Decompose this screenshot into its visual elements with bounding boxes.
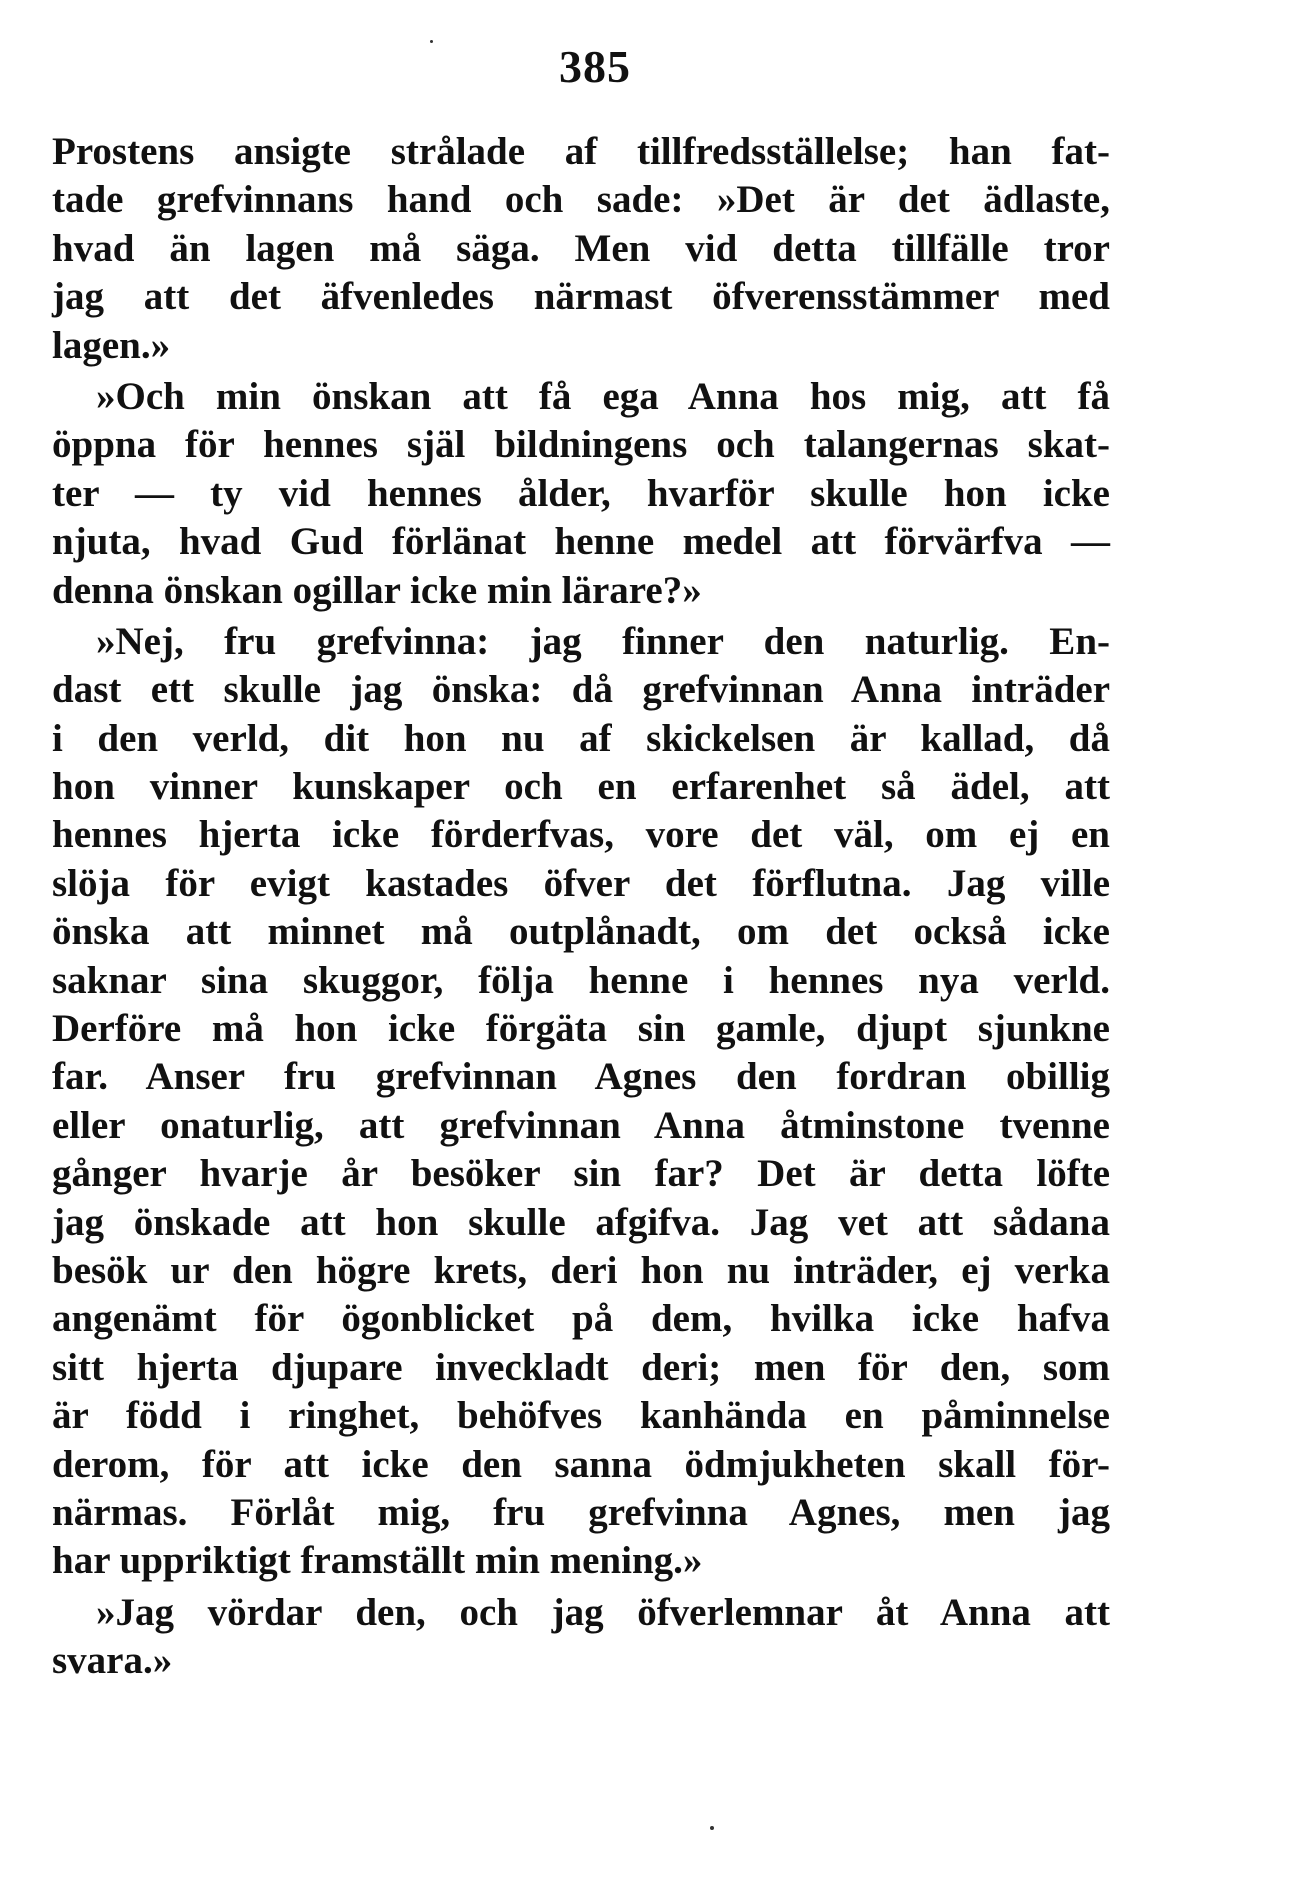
text-line: »Jag vördar den, och jag öfverlemnar åt Anna att [96, 1590, 1110, 1634]
text-line: slöja för evigt kastades öfver det förflutna. Jag ville [52, 861, 1110, 905]
text-line: denna önskan ogillar icke min lärare?» [52, 568, 702, 612]
text-line: dast ett skulle jag önska: då grefvinnan Anna inträder [52, 668, 1110, 712]
text-line: »Nej, fru grefvinna: jag finner den naturlig. En- [96, 619, 1110, 663]
text-line: besök ur den högre krets, deri hon nu inträder, ej verka [52, 1248, 1110, 1292]
text-line: jag önskade att hon skulle afgifva. Jag vet att sådana [52, 1200, 1110, 1244]
text-line: öppna för hennes själ bildningens och talangernas skat- [52, 423, 1110, 467]
text-line: Prostens ansigte strålade af tillfredsställelse; han fat- [52, 130, 1110, 173]
text-line: lagen.» [52, 323, 171, 367]
text-line: far. Anser fru grefvinnan Agnes den fordran obillig [52, 1055, 1110, 1099]
text-line: har uppriktigt framställt min mening.» [52, 1539, 703, 1583]
text-line: sitt hjerta djupare inveckladt deri; men för den, som [52, 1345, 1110, 1389]
text-line: är född i ringhet, behöfves kanhända en påminnelse [52, 1394, 1110, 1438]
page-number: 385 [559, 41, 631, 92]
text-line: hvad än lagen må säga. Men vid detta tillfälle tror [52, 226, 1110, 270]
text-line: hennes hjerta icke förderfvas, vore det väl, om ej en [52, 813, 1110, 857]
text-line: svara.» [52, 1639, 173, 1683]
text-line: saknar sina skuggor, följa henne i hennes nya verld. [52, 958, 1110, 1002]
text-line: tade grefvinnans hand och sade: »Det är det ädlaste, [52, 178, 1110, 222]
text-line: hon vinner kunskaper och en erfarenhet så ädel, att [52, 765, 1110, 809]
text-line: närmas. Förlåt mig, fru grefvinna Agnes, men jag [52, 1490, 1110, 1534]
text-line: angenämt för ögonblicket på dem, hvilka icke hafva [52, 1297, 1110, 1341]
body-text [52, 128, 1110, 1686]
print-speck [710, 1826, 714, 1830]
text-line: jag att det äfvenledes närmast öfverensstämmer med [52, 275, 1110, 319]
text-line: gånger hvarje år besöker sin far? Det är detta löfte [52, 1152, 1110, 1196]
text-line: njuta, hvad Gud förlänat henne medel att förvärfva — [52, 520, 1110, 564]
text-line: Derföre må hon icke förgäta sin gamle, djupt sjunkne [52, 1007, 1110, 1051]
print-speck [430, 40, 433, 43]
text-line: i den verld, dit hon nu af skickelsen är kallad, då [52, 716, 1110, 760]
text-line: »Och min önskan att få ega Anna hos mig, att få [96, 374, 1110, 418]
text-line: derom, för att icke den sanna ödmjukheten skall för- [52, 1442, 1110, 1486]
text-line: ter — ty vid hennes ålder, hvarför skulle hon icke [52, 471, 1110, 515]
text-line: önska att minnet må outplånadt, om det också icke [52, 910, 1110, 954]
text-line: eller onaturlig, att grefvinnan Anna åtminstone tvenne [52, 1103, 1110, 1147]
